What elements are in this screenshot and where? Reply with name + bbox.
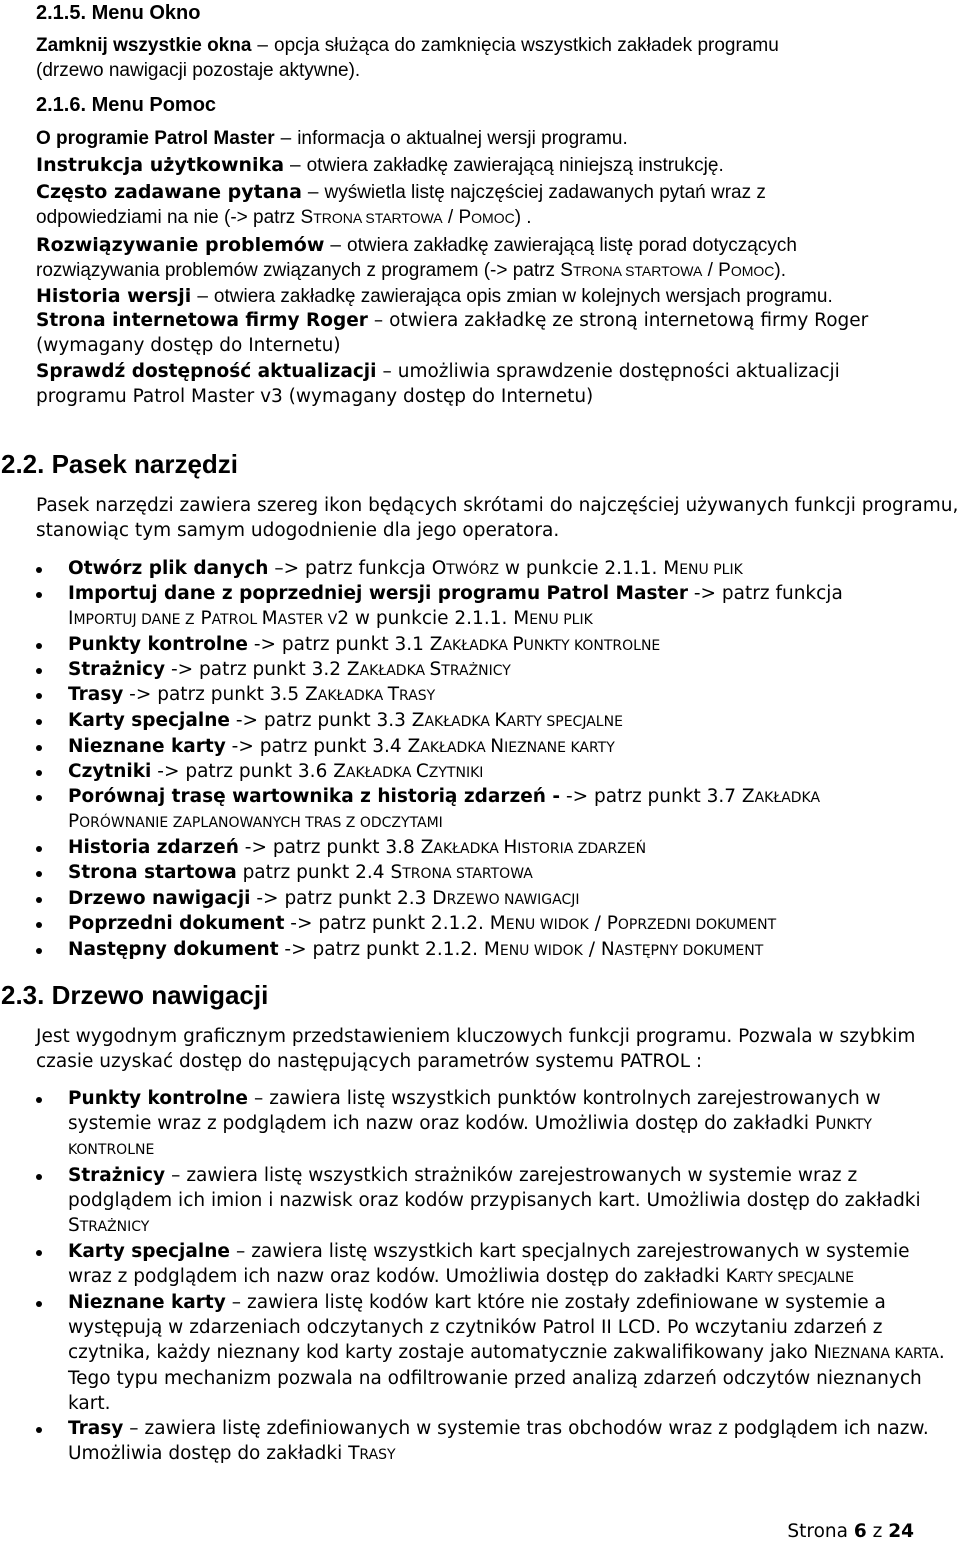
dash: – [129,1418,139,1439]
dash: – [307,182,319,203]
nav-tree-item-cont [68,1367,922,1391]
text: zawiera listę wszystkich punktów kontrolnych zarejestrowanych w [269,1088,881,1109]
text: UNKTY [826,1117,872,1134]
bullet-icon [36,795,42,801]
bullet-icon [36,719,42,725]
text: AKŁADKA [754,790,821,806]
text: S [68,1215,80,1237]
item-label: Importuj dane z poprzedniej wersji programu Patrol Master [68,583,688,604]
menu-okno-item-cont: (drzewo nawigacji pozostaje aktywne). [36,60,361,81]
dash: – [231,1292,242,1313]
toolbar-intro-1: Pasek narzędzi zawiera szereg ikon będących skrótami do najczęściej używanych funkcji programu, [36,495,959,516]
toolbar-list-item [68,683,435,708]
text: I [68,608,74,629]
text: UNKTY KONTROLNE [523,638,661,654]
item-label: Instrukcja użytkownika [36,154,285,176]
text: ISTORIA ZDARZEŃ [517,841,647,857]
item-label: Sprawdź dostępność aktualizacji [36,361,377,382]
text: AKŁADKA [317,688,388,704]
text: AKŁADKA [424,714,495,730]
text: RASY [399,688,436,704]
text: P [194,608,212,629]
text: odpowiedziami na nie (-> patrz S [36,207,314,228]
text: 2 w punkcie 2.1.1. M [337,608,530,629]
nav-tree-item-cont [68,1112,872,1137]
item-label: Strażnicy [68,1165,166,1186]
text: MPORTUJ DANE Z [73,612,195,628]
dash: – [235,1241,246,1262]
nav-tree-item-cont [68,1265,854,1290]
dash: – [382,361,392,382]
text: RASY [359,1447,396,1464]
text: TRAŻNICY [79,1219,150,1236]
menu-pomoc-faq-cont [36,206,532,230]
text: TRAŻNICY [441,663,511,679]
text: / P [588,913,618,934]
toolbar-intro-2: stanowiąc tym samym udogodnienie dla jego operatora. [36,520,560,541]
bullet-icon [36,592,42,598]
bullet-icon [36,948,42,954]
bullet-icon [36,567,42,573]
nav-tree-item [68,1087,881,1111]
text: T [387,684,400,705]
section-heading-nav-tree: 2.3. Drzewo nawigacji [1,980,269,1010]
text: P [68,811,80,832]
text: / N [582,939,615,960]
bullet-icon [36,668,42,674]
item-label: Punkty kontrolne [68,1088,248,1109]
item-label: Punkty kontrolne [68,634,248,655]
menu-pomoc-manual [36,153,724,178]
toolbar-list-item [68,785,820,810]
dash: – [290,155,301,176]
toolbar-list-item [68,887,580,912]
bullet-icon [36,897,42,903]
text: ATROL [211,612,262,628]
item-label: Często zadawane pytana [36,181,302,203]
nav-tree-intro-1: Jest wygodnym graficznym przedstawieniem kluczowych funkcji programu. Pozwala w szybkim [36,1026,916,1047]
text: ENU WIDOK [499,943,583,959]
toolbar-list-item-cont [68,607,593,632]
text: / P [442,207,472,228]
item-label: Strażnicy [68,659,166,680]
text: czytnika, każdy nieznany kod karty zostaje automatycznie zakwalifikowany jako N [68,1342,828,1364]
text: zawiera listę wszystkich kart specjalnych zarejestrowanych w systemie [251,1241,910,1262]
text: zawiera listę kodów kart które nie zostały zdefiniowane w systemie a [247,1292,886,1313]
text: występują w zdarzeniach odczytanych z czytników Patrol II LCD. Po wczytaniu zdarzeń z [68,1317,883,1339]
menu-pomoc-update-cont: programu Patrol Master v3 (wymagany dostęp do Internetu) [36,386,594,407]
text: ) . [514,207,532,228]
item-desc: otwiera zakładkę zawierającą listę porad dotyczących [347,235,797,256]
toolbar-list-item [68,582,843,606]
text: Tego typu mechanizm pozwala na odfiltrowanie przed analizą zdarzeń odczytów nieznanych [68,1367,922,1389]
dash: – [257,35,268,56]
text: ENU PLIK [679,562,743,578]
text: -> patrz punkt 3.1 Z [247,634,443,655]
item-label: Drzewo nawigacji [68,888,251,909]
text: ZYTNIKI [428,765,484,781]
text: w punkcie 2.1.1. M [499,558,680,579]
bullet-icon [36,871,42,877]
text: OMOC [471,210,515,226]
dash: – [280,128,292,149]
toolbar-list-item [68,836,646,861]
text: ORÓWNANIE ZAPLANOWANYCH TRAS Z ODCZYTAMI [79,815,443,831]
text: . [938,1342,945,1364]
item-desc: otwiera zakładkę ze stroną internetową firmy Roger [389,310,869,331]
text: -> patrz punkt 3.8 Z [238,837,434,858]
nav-tree-item [68,1291,886,1315]
text: KONTROLNE [68,1142,155,1159]
bullet-icon [36,643,42,649]
text: -> patrz punkt 3.4 Z [225,736,421,757]
nav-tree-item-cont [68,1137,154,1162]
text: / P [702,260,731,281]
item-desc: opcja służąca do zamknięcia wszystkich zakładek programu [274,35,779,56]
text: -> patrz punkt 3.6 Z [151,761,346,782]
nav-tree-item [68,1417,929,1441]
text: TWÓRZ [446,562,500,578]
dash: – [197,286,208,307]
bullet-icon [36,1097,42,1103]
bullet-icon [36,693,42,699]
dash: – [373,310,384,331]
text: -> patrz punkt 2.3 D [250,888,447,909]
text: P [512,634,524,655]
text: -> patrz punkt 3.3 Z [229,710,425,731]
toolbar-list-item [68,760,483,785]
item-label: Trasy [68,684,124,705]
dash: – [330,235,341,256]
item-label: Poprzedni dokument [68,913,285,934]
text: ARTY SPECJALNE [737,1270,855,1287]
item-label: Karty specjalne [68,1241,230,1262]
text: AKŁADKA [359,663,430,679]
bullet-icon [36,745,42,751]
text: systemie wraz z podglądem ich nazw oraz kodów. Umożliwia dostęp do zakładki P [68,1113,827,1135]
text: TRONA STARTOWA [402,866,533,882]
menu-pomoc-update [36,360,840,384]
text: H [503,837,518,858]
menu-okno-item [36,34,779,58]
menu-pomoc-faq [36,180,766,205]
item-desc: otwiera zakładkę zawierającą niniejszą instrukcję. [306,155,724,176]
item-label: Historia zdarzeń [68,837,239,858]
menu-pomoc-about [36,127,628,151]
footer-text: Strona [787,1521,854,1542]
toolbar-list-item [68,861,533,886]
text: wraz z podglądem ich nazw oraz kodów. Umożliwia dostęp do zakładki K [68,1266,738,1288]
item-label: Strona internetowa firmy Roger [36,310,368,331]
item-label: Strona startowa [68,862,237,883]
bullet-icon [36,922,42,928]
nav-tree-item-cont [68,1341,945,1366]
text: -> patrz punkt 2.1.2. M [278,939,500,960]
item-label: Zamknij wszystkie okna [36,35,252,56]
section-heading-menu-pomoc: 2.1.6. Menu Pomoc [36,94,217,116]
text: AKŁADKA [442,638,513,654]
item-desc: informacja o aktualnej wersji programu. [297,128,628,149]
current-page: 6 [853,1521,867,1542]
text: kart. [68,1392,111,1414]
section-heading-menu-okno: 2.1.5. Menu Okno [36,2,201,24]
item-label: Trasy [68,1418,124,1439]
text: -> patrz punkt 3.5 Z [123,684,318,705]
menu-pomoc-website [36,309,868,333]
text: zawiera listę zdefiniowanych w systemie tras obchodów wraz z podglądem ich nazw. [144,1418,929,1439]
total-pages: 24 [888,1521,914,1542]
text: podglądem ich imion i nazwisk oraz kodów przypisanych kart. Umożliwia dostęp do zakładki [68,1190,921,1212]
nav-tree-item [68,1240,909,1264]
text: Umożliwia dostęp do zakładki T [68,1443,360,1465]
dash: – [171,1165,181,1186]
text: zawiera listę wszystkich strażników zarejestrowanych w systemie wraz z [186,1165,858,1186]
item-label: Nieznane karty [68,736,226,757]
text: ). [774,260,787,281]
text: patrz punkt 2.4 S [236,862,403,883]
text: C [415,761,429,782]
toolbar-list-item [68,938,763,963]
nav-tree-item-cont [68,1189,921,1213]
text: ASTER V [277,612,338,628]
text: AKŁADKA [420,740,491,756]
item-label: O programie Patrol Master [36,128,275,149]
toolbar-list-item [68,709,623,734]
toolbar-list-item [68,658,511,683]
text: IEZNANA KARTA [827,1346,939,1363]
page-number [787,1521,914,1542]
bullet-icon [36,1250,42,1256]
item-label: Czytniki [68,761,152,782]
item-label: Nieznane karty [68,1292,226,1313]
text: M [261,608,278,629]
nav-tree-item [68,1164,857,1188]
text: AKŁADKA [345,765,416,781]
text: S [429,659,442,680]
item-desc: otwiera zakładkę zawierająca opis zmian w kolejnych wersjach programu. [213,286,833,307]
toolbar-list-item-cont [68,810,443,835]
bullet-icon [36,846,42,852]
menu-pomoc-history [36,284,833,309]
section-heading-toolbar: 2.2. Pasek narzędzi [1,449,239,479]
bullet-icon [36,1174,42,1180]
text: TRONA STARTOWA [572,263,703,279]
dash: – [253,1088,264,1109]
item-label: Historia wersji [36,285,192,307]
nav-tree-item-cont [68,1392,110,1416]
toolbar-list-item [68,735,615,760]
text: OPRZEDNI DOKUMENT [617,917,777,933]
nav-tree-intro-2: czasie uzyskać dostęp do następujących parametrów systemu PATROL : [36,1051,703,1072]
text: ASTĘPNY DOKUMENT [614,943,764,959]
bullet-icon [36,770,42,776]
item-desc: umożliwia sprawdzenie dostępności aktualizacji [397,361,840,382]
text: OMOC [730,263,775,279]
bullet-icon [36,1427,42,1433]
text: -> patrz punkt 3.2 Z [165,659,360,680]
toolbar-list-item [68,912,776,937]
nav-tree-item-cont [68,1316,883,1340]
text: IEZNANE KARTY [504,740,615,756]
toolbar-list-item [68,633,660,658]
item-label: Otwórz plik danych [68,558,269,579]
menu-pomoc-troubleshoot [36,233,797,258]
menu-pomoc-website-cont: (wymagany dostęp do Internetu) [36,335,341,356]
text: TRONA STARTOWA [313,210,443,226]
bullet-icon [36,1301,42,1307]
text: –> patrz funkcja O [268,558,447,579]
toolbar-list-item [68,557,743,582]
text: AKŁADKA [433,841,504,857]
text: -> patrz punkt 2.1.2. M [284,913,506,934]
nav-tree-item-cont [68,1442,396,1467]
item-desc: wyświetla listę najczęściej zadawanych pytań wraz z [324,182,766,203]
text: ARTY SPECJALNE [506,714,623,730]
footer-text: z [866,1521,889,1542]
text: RZEWO NAWIGACJI [446,892,580,908]
menu-pomoc-troubleshoot-cont [36,259,786,283]
nav-tree-item-cont [68,1214,149,1239]
item-label: Rozwiązywanie problemów [36,234,325,256]
text: -> patrz funkcja [687,583,843,604]
text: -> patrz punkt 3.7 Z [560,786,755,807]
text: N [490,736,505,757]
item-label: Następny dokument [68,939,279,960]
item-label: Porównaj trasę wartownika z historią zdarzeń - [68,786,561,807]
item-label: Karty specjalne [68,710,230,731]
text: K [494,710,507,731]
text: ENU WIDOK [505,917,589,933]
text: rozwiązywania problemów związanych z programem (-> patrz S [36,260,573,281]
text: ENU PLIK [529,612,593,628]
